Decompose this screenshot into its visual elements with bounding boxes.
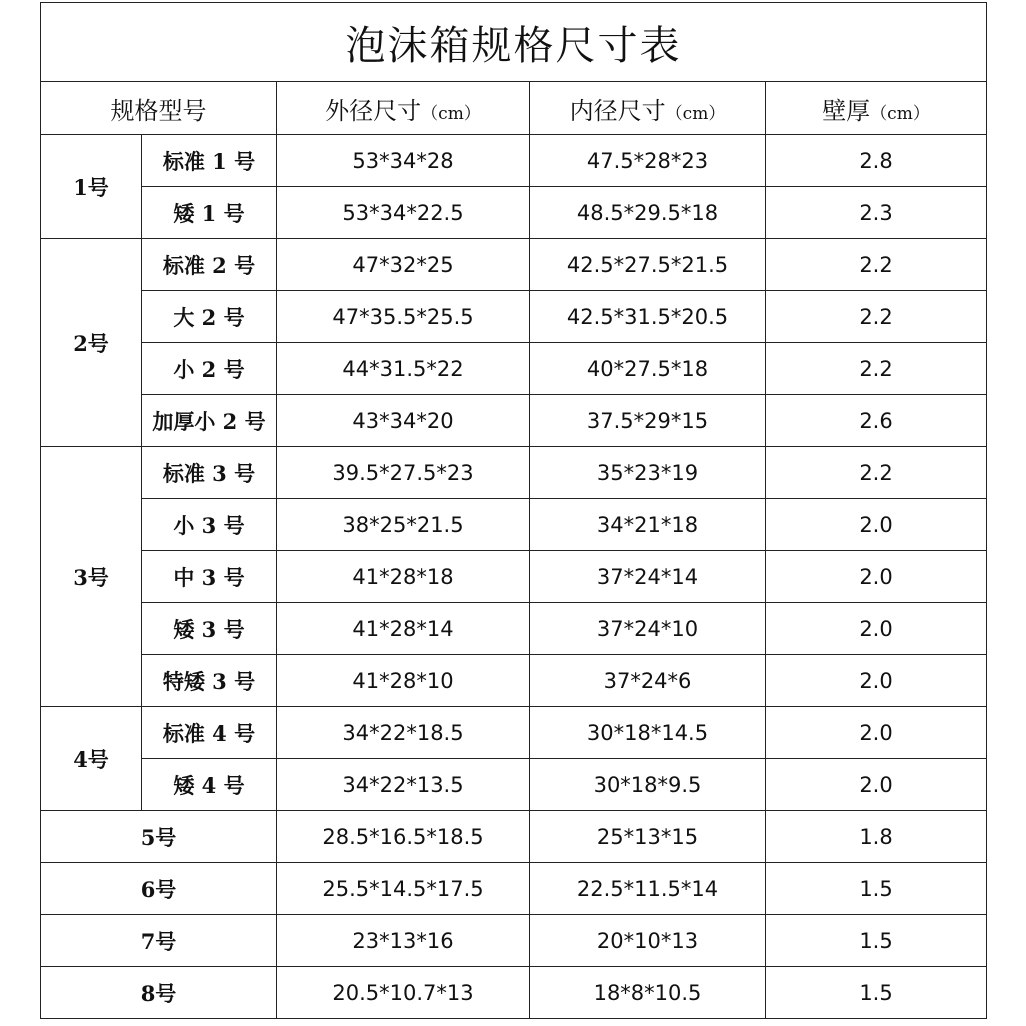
outer-size-cell: 20.5*10.7*13 [277, 967, 530, 1019]
outer-size-cell: 23*13*16 [277, 915, 530, 967]
inner-size-cell: 35*23*19 [530, 447, 766, 499]
wall-thickness-cell: 2.0 [766, 707, 987, 759]
inner-size-cell: 18*8*10.5 [530, 967, 766, 1019]
outer-size-cell: 34*22*18.5 [277, 707, 530, 759]
model-label: 7号 [41, 915, 277, 967]
outer-size-cell: 34*22*13.5 [277, 759, 530, 811]
table-row [41, 863, 987, 915]
table-row [41, 239, 987, 291]
outer-size-cell: 41*28*18 [277, 551, 530, 603]
outer-size-cell: 47*35.5*25.5 [277, 291, 530, 343]
outer-size-cell: 47*32*25 [277, 239, 530, 291]
inner-size-cell: 22.5*11.5*14 [530, 863, 766, 915]
model-label: 8号 [41, 967, 277, 1019]
sub-model-cell: 矮 4 号 [142, 759, 277, 811]
outer-size-cell: 28.5*16.5*18.5 [277, 811, 530, 863]
header-wall-label: 壁厚 [822, 96, 871, 125]
inner-size-cell: 25*13*15 [530, 811, 766, 863]
sub-model-cell: 特矮 3 号 [142, 655, 277, 707]
inner-size-cell: 34*21*18 [530, 499, 766, 551]
sub-model-cell: 标准 1 号 [142, 135, 277, 187]
sub-model-cell: 标准 4 号 [142, 707, 277, 759]
header-model: 规格型号 [41, 82, 277, 135]
sub-model-cell: 中 3 号 [142, 551, 277, 603]
wall-thickness-cell: 2.6 [766, 395, 987, 447]
header-row [41, 82, 987, 135]
wall-thickness-cell: 2.0 [766, 655, 987, 707]
wall-thickness-cell: 2.2 [766, 291, 987, 343]
sub-model-cell: 大 2 号 [142, 291, 277, 343]
outer-size-cell: 53*34*28 [277, 135, 530, 187]
inner-size-cell: 37*24*10 [530, 603, 766, 655]
wall-thickness-cell: 2.0 [766, 603, 987, 655]
table-row [41, 603, 987, 655]
wall-thickness-cell: 2.0 [766, 499, 987, 551]
wall-thickness-cell: 1.5 [766, 863, 987, 915]
table-row [41, 447, 987, 499]
table-title: 泡沫箱规格尺寸表 [41, 3, 987, 82]
wall-thickness-cell: 2.3 [766, 187, 987, 239]
header-outer-label: 外径尺寸 [325, 96, 422, 125]
table-row [41, 759, 987, 811]
model-label: 6号 [41, 863, 277, 915]
outer-size-cell: 38*25*21.5 [277, 499, 530, 551]
header-wall-unit: （cm） [870, 103, 930, 124]
sub-model-cell: 标准 2 号 [142, 239, 277, 291]
inner-size-cell: 40*27.5*18 [530, 343, 766, 395]
table-row [41, 967, 987, 1019]
table-row [41, 187, 987, 239]
wall-thickness-cell: 2.0 [766, 551, 987, 603]
outer-size-cell: 39.5*27.5*23 [277, 447, 530, 499]
wall-thickness-cell: 1.5 [766, 915, 987, 967]
header-inner [530, 82, 766, 135]
inner-size-cell: 30*18*14.5 [530, 707, 766, 759]
outer-size-cell: 41*28*14 [277, 603, 530, 655]
wall-thickness-cell: 2.2 [766, 343, 987, 395]
wall-thickness-cell: 1.8 [766, 811, 987, 863]
group-label: 3号 [41, 447, 142, 707]
inner-size-cell: 48.5*29.5*18 [530, 187, 766, 239]
sub-model-cell: 小 3 号 [142, 499, 277, 551]
header-inner-label: 内径尺寸 [569, 96, 666, 125]
sub-model-cell: 加厚小 2 号 [142, 395, 277, 447]
inner-size-cell: 37*24*6 [530, 655, 766, 707]
table-row [41, 551, 987, 603]
group-label: 4号 [41, 707, 142, 811]
group-label: 1号 [41, 135, 142, 239]
table-row [41, 499, 987, 551]
outer-size-cell: 41*28*10 [277, 655, 530, 707]
table-row [41, 915, 987, 967]
wall-thickness-cell: 2.2 [766, 239, 987, 291]
wall-thickness-cell: 2.2 [766, 447, 987, 499]
inner-size-cell: 47.5*28*23 [530, 135, 766, 187]
table-row [41, 811, 987, 863]
outer-size-cell: 44*31.5*22 [277, 343, 530, 395]
outer-size-cell: 43*34*20 [277, 395, 530, 447]
sub-model-cell: 矮 3 号 [142, 603, 277, 655]
inner-size-cell: 37.5*29*15 [530, 395, 766, 447]
inner-size-cell: 37*24*14 [530, 551, 766, 603]
outer-size-cell: 53*34*22.5 [277, 187, 530, 239]
wall-thickness-cell: 2.8 [766, 135, 987, 187]
table-row [41, 291, 987, 343]
inner-size-cell: 20*10*13 [530, 915, 766, 967]
outer-size-cell: 25.5*14.5*17.5 [277, 863, 530, 915]
sub-model-cell: 标准 3 号 [142, 447, 277, 499]
header-wall [766, 82, 987, 135]
header-inner-unit: （cm） [665, 103, 726, 124]
model-label: 5号 [41, 811, 277, 863]
group-label: 2号 [41, 239, 142, 447]
header-outer-unit: （cm） [421, 103, 481, 124]
sub-model-cell: 小 2 号 [142, 343, 277, 395]
table-row [41, 135, 987, 187]
table-row [41, 707, 987, 759]
header-outer [277, 82, 530, 135]
inner-size-cell: 42.5*31.5*20.5 [530, 291, 766, 343]
table-row [41, 395, 987, 447]
inner-size-cell: 30*18*9.5 [530, 759, 766, 811]
spec-table [40, 2, 987, 1019]
inner-size-cell: 42.5*27.5*21.5 [530, 239, 766, 291]
wall-thickness-cell: 2.0 [766, 759, 987, 811]
table-row [41, 655, 987, 707]
wall-thickness-cell: 1.5 [766, 967, 987, 1019]
table-row [41, 343, 987, 395]
sub-model-cell: 矮 1 号 [142, 187, 277, 239]
